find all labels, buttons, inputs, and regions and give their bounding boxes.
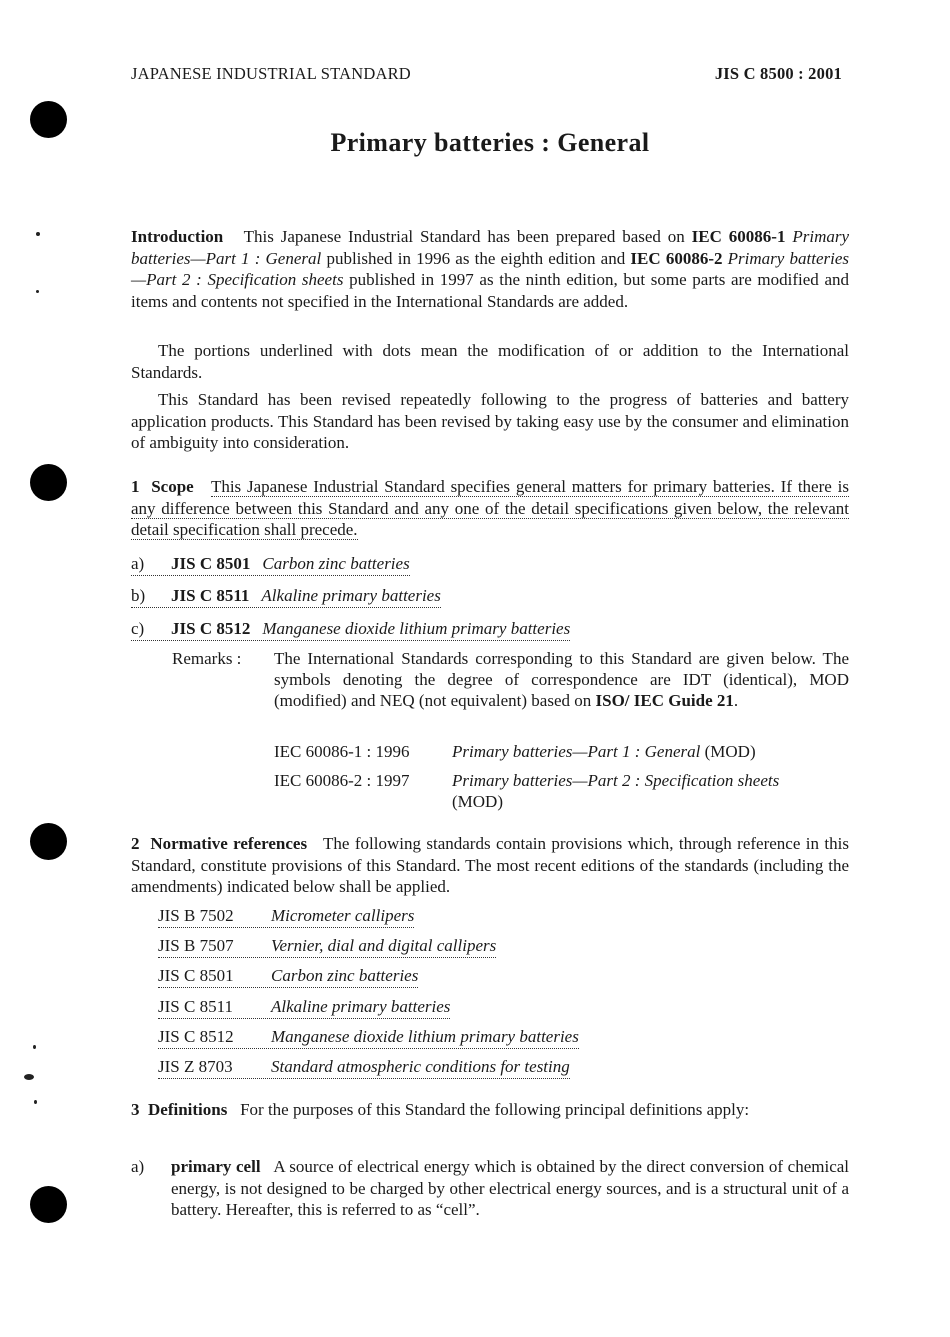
section-scope: [131, 476, 849, 541]
normative-reference-item: JIS C 8511 Alkaline primary batteries: [158, 996, 450, 1017]
scan-speck: [36, 232, 40, 236]
scan-speck: [33, 1045, 36, 1049]
introduction-revision: This Standard has been revised repeatedly following to the progress of batteries and battery application products. This Standard has been revised by taking easy use by the consumer and elimination of ambiguity into consideration.: [131, 390, 849, 452]
international-reference-tag: (MOD): [452, 792, 503, 811]
section-definitions: [131, 1099, 849, 1121]
scope-heading: Scope: [151, 477, 194, 496]
scan-speck: [34, 1100, 37, 1104]
normative-reference-item: JIS Z 8703 Standard atmospheric conditions for testing: [158, 1056, 570, 1077]
normative-reference-item: JIS C 8501 Carbon zinc batteries: [158, 965, 418, 986]
scan-speck: [36, 290, 39, 293]
remarks-label: Remarks :: [172, 649, 242, 668]
scope-list-item: c) JIS C 8512 Manganese dioxide lithium primary batteries: [131, 618, 570, 639]
definition-text: A source of electrical energy which is obtained by the direct conversion of chemical energy, is not designed to be charged by other electrical energy sources, and is a structural unit of a battery. Hereafter, this is referred to as “cell”.: [171, 1157, 850, 1219]
definitions-text: For the purposes of this Standard the following principal definitions apply:: [240, 1100, 750, 1119]
definition-label: a): [131, 1157, 145, 1176]
scope-number: 1: [131, 477, 140, 496]
definition-item: [171, 1156, 849, 1221]
punch-hole: [30, 1186, 67, 1223]
scope-list-item: b) JIS C 8511 Alkaline primary batteries: [131, 585, 441, 606]
introduction-note: The portions underlined with dots mean the modification of or addition to the International Standards.: [131, 341, 849, 382]
definitions-number: 3: [131, 1100, 140, 1119]
introduction-paragraph: Introduction This Japanese Industrial Standard has been prepared based on IEC 60086-1 Primary batteries—Part 1 : General published in 1996 as the eighth edition and IEC 60086-2 Primary batteries—Part 2 : Specification sheets published in 1997 as the ninth edition, but some parts are modified and items and contents not specified in the International Standards are added.: [131, 227, 850, 311]
normative-reference-item: JIS C 8512 Manganese dioxide lithium primary batteries: [158, 1026, 579, 1047]
definition-term: primary cell: [171, 1157, 261, 1176]
punch-hole: [30, 464, 67, 501]
page-header: [131, 64, 842, 84]
normative-text: The following standards contain provisions which, through reference in this Standard, constitute provisions of this Standard. The most recent editions of the standards (including the amendments) indicated below shall be applied.: [131, 834, 849, 896]
international-reference: IEC 60086-1 : 1996 Primary batteries—Part 1 : General (MOD): [274, 742, 756, 761]
scope-list-item: a) JIS C 8501 Carbon zinc batteries: [131, 553, 410, 574]
header-organization: JAPANESE INDUSTRIAL STANDARD: [131, 64, 411, 83]
normative-reference-item: JIS B 7507 Vernier, dial and digital callipers: [158, 935, 496, 956]
normative-reference-item: JIS B 7502 Micrometer callipers: [158, 905, 414, 926]
standard-number: JIS C 8500 : 2001: [714, 64, 842, 83]
normative-heading: Normative references: [150, 834, 308, 853]
punch-hole: [30, 823, 67, 860]
introduction-heading: Introduction: [131, 227, 224, 246]
definitions-heading: Definitions: [148, 1100, 228, 1119]
remarks-text: The International Standards corresponding to this Standard are given below. The symbols denoting the degree of correspondence are IDT (identical), MOD (modified) and NEQ (not equivalent) based on ISO/ IEC Guide 21.: [274, 649, 849, 710]
section-normative-references: [131, 833, 849, 898]
international-reference: IEC 60086-2 : 1997 Primary batteries—Part 2 : Specification sheets: [274, 771, 780, 790]
normative-number: 2: [131, 834, 140, 853]
page-title: Primary batteries : General: [330, 128, 650, 157]
scan-speck: [24, 1074, 34, 1080]
scope-text: This Japanese Industrial Standard specifies general matters for primary batteries. If there is any difference between this Standard and any one of the detail specifications given below, the relevant detail specification shall precede.: [131, 477, 850, 539]
